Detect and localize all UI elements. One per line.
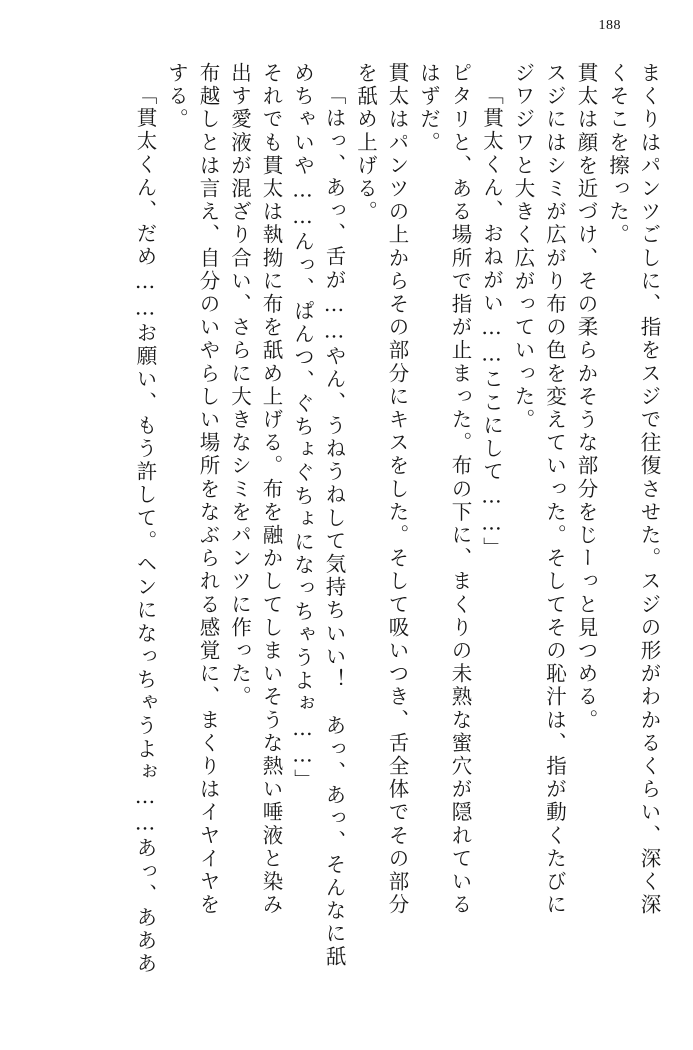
text-line: 貫太はパンツの上からその部分にキスをした。そして吸いつき、舌全体でその部分: [385, 62, 409, 917]
vertical-text-body: [30, 62, 659, 1012]
text-line: 布越しとは言え、自分のいやらしい場所をなぶられる感覚に、まくりはイヤイヤを: [196, 62, 220, 917]
text-line: それでも貫太は執拗に布を舐め上げる。布を融かしてしまいそうな熱い唾液と染み: [259, 62, 283, 917]
text-line: はずだ。: [416, 62, 441, 155]
text-line: スジにはシミが広がり布の色を変えていった。そしてその恥汁は、指が動くたびに: [542, 62, 567, 917]
text-line: 「はっ、あっ、舌が……やん、うねうねして気持ちいい！ あっ、あっ、そんなに舐: [322, 84, 346, 969]
page-number: 188: [598, 18, 621, 33]
text-line: くそこを擦った。: [605, 62, 630, 247]
text-line: 「貫太くん、だめ……お願い、もう許して。ヘンになっちゃうよぉ……あっ、あああ: [133, 84, 157, 976]
text-line: まくりはパンツごしに、指をスジで往復させた。スジの形がわかるくらい、深く深: [637, 62, 661, 917]
text-line: 「貫太くん、おねがい……ここにして……」: [479, 84, 504, 560]
text-line: 貫太は顔を近づけ、その柔らかそうな部分をじーっと見つめる。: [574, 62, 598, 732]
text-line: ピタリと、ある場所で指が止まった。布の下に、まくりの未熟な蜜穴が隠れている: [448, 62, 472, 917]
text-line: を舐め上げる。: [353, 62, 378, 224]
text-line: 出す愛液が混ざり合い、さらに大きなシミをパンツに作った。: [227, 62, 252, 709]
text-line: めちゃいや……んっ、ぱんつ、ぐちょぐちょになっちゃうよぉ……」: [290, 62, 315, 793]
text-line: ジワジワと大きく広がっていった。: [511, 62, 535, 432]
text-line: する。: [164, 62, 189, 132]
